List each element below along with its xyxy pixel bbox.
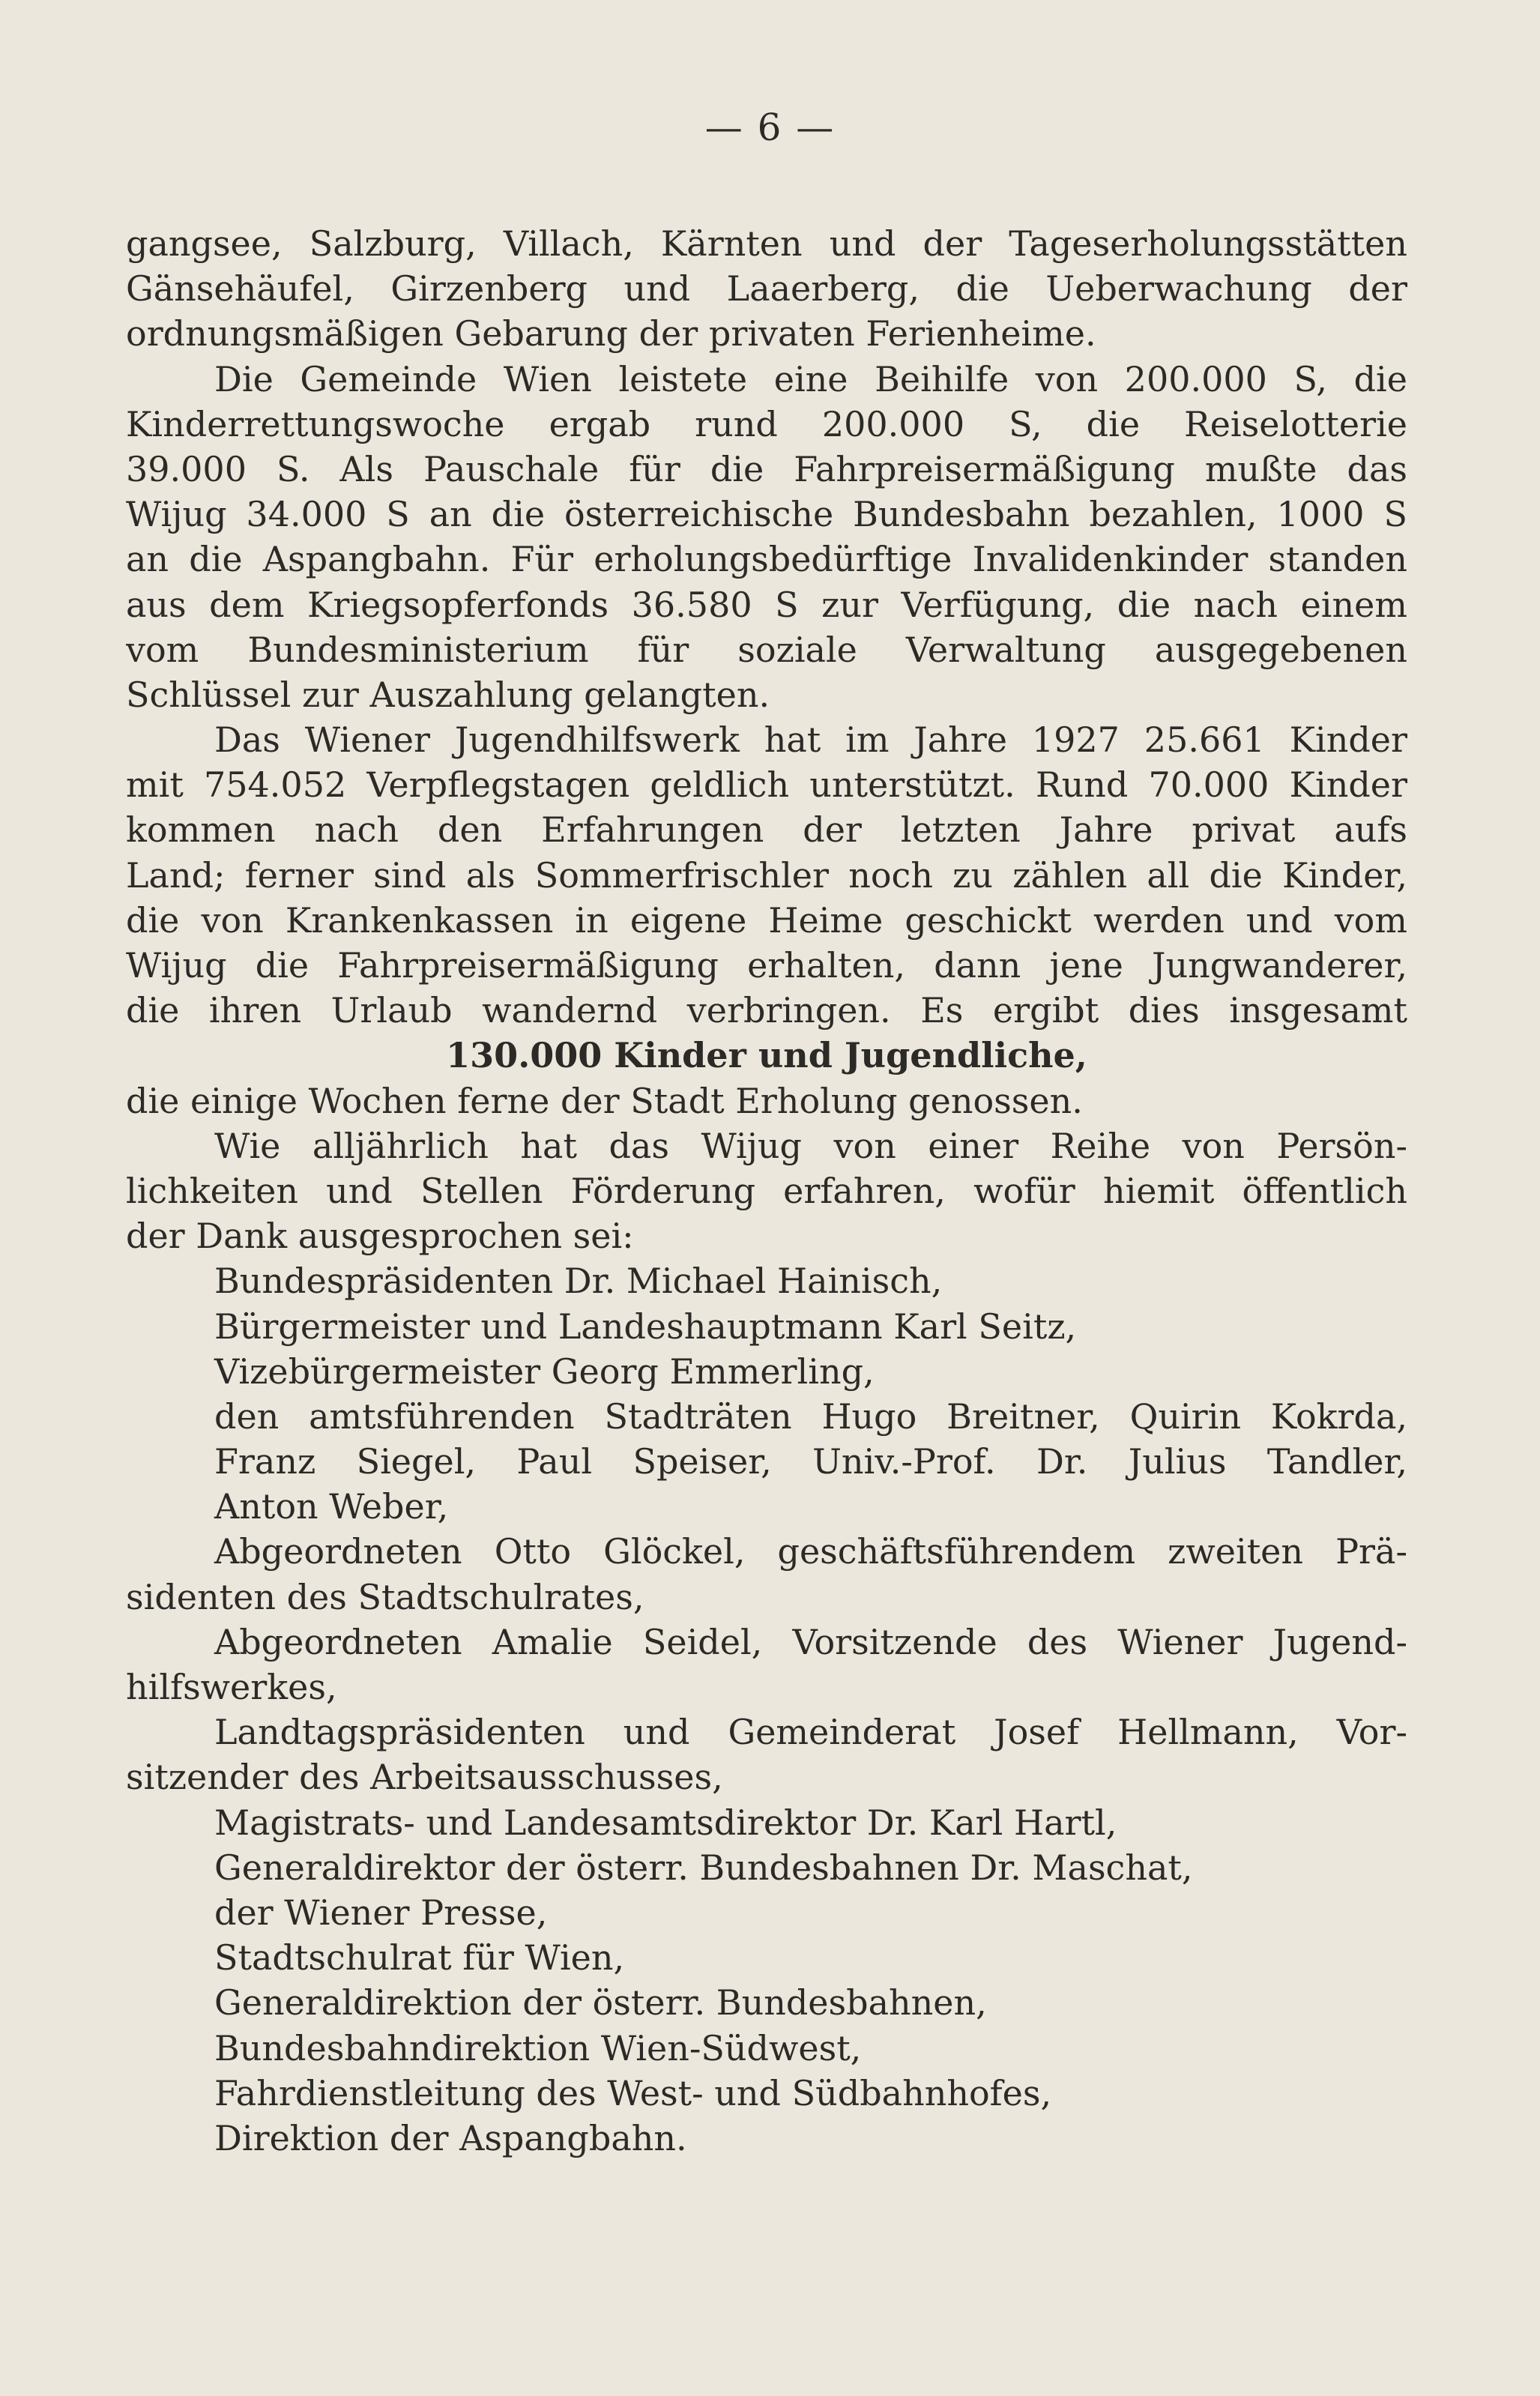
text-line: kommen nach den Erfahrungen der letzten Jahre privat aufs xyxy=(126,809,1407,851)
text-line: Anton Weber, xyxy=(214,1486,449,1527)
text-line: sitzender des Arbeitsausschusses, xyxy=(126,1757,723,1798)
text-line: Das Wiener Jugendhilfswerk hat im Jahre 1927 25.661 Kinder xyxy=(214,719,1407,761)
text-line: Die Gemeinde Wien leistete eine Beihilfe von 200.000 S, die xyxy=(214,358,1407,399)
text-line: sidenten des Stadtschulrates, xyxy=(126,1576,644,1617)
text-line: der Wiener Presse, xyxy=(214,1892,548,1933)
text-line: Abgeordneten Otto Glöckel, geschäftsführendem zweiten Prä- xyxy=(214,1531,1407,1572)
text-line: die ihren Urlaub wandernd verbringen. Es ergibt dies insgesamt xyxy=(126,990,1407,1031)
text-line: Wie alljährlich hat das Wijug von einer Reihe von Persön- xyxy=(214,1125,1407,1166)
text-line: Magistrats- und Landesamtsdirektor Dr. Karl Hartl, xyxy=(214,1802,1117,1843)
text-line: an die Aspangbahn. Für erholungsbedürftige Invalidenkinder standen xyxy=(126,539,1407,580)
text-line: der Dank ausgesprochen sei: xyxy=(126,1216,634,1257)
emphasis-line: 130.000 Kinder und Jugendliche, xyxy=(446,1035,1087,1076)
text-line: Franz Siegel, Paul Speiser, Univ.-Prof. Dr. Julius Tandler, xyxy=(214,1441,1407,1482)
text-line: ordnungsmäßigen Gebarung der privaten Ferienheime. xyxy=(126,313,1096,354)
text-line: Landtagspräsidenten und Gemeinderat Josef Hellmann, Vor- xyxy=(214,1712,1407,1753)
text-line: Schlüssel zur Auszahlung gelangten. xyxy=(126,674,770,715)
text-line: Gänsehäufel, Girzenberg und Laaerberg, die Ueberwachung der xyxy=(126,268,1407,310)
text-line: Fahrdienstleitung des West- und Südbahnhofes, xyxy=(214,2072,1052,2113)
text-line: Wijug 34.000 S an die österreichische Bundesbahn bezahlen, 1000 S xyxy=(126,494,1407,535)
text-line: die einige Wochen ferne der Stadt Erholung genossen. xyxy=(126,1080,1083,1121)
body-text xyxy=(126,221,1407,2161)
text-line: Kinderrettungswoche ergab rund 200.000 S, die Reiselotterie xyxy=(126,403,1407,444)
text-line: Land; ferner sind als Sommerfrischler noch zu zählen all die Kinder, xyxy=(126,854,1407,896)
text-line: gangsee, Salzburg, Villach, Kärnten und der Tageserholungsstätten xyxy=(126,223,1407,264)
text-line: Generaldirektor der österr. Bundesbahnen Dr. Maschat, xyxy=(214,1847,1193,1888)
text-line: den amtsführenden Stadträten Hugo Breitner, Quirin Kokrda, xyxy=(214,1395,1407,1437)
text-line: vom Bundesministerium für soziale Verwaltung ausgegebenen xyxy=(126,629,1407,670)
text-line: Vizebürgermeister Georg Emmerling, xyxy=(214,1351,875,1392)
text-line: 39.000 S. Als Pauschale für die Fahrpreisermäßigung mußte das xyxy=(126,448,1407,489)
text-line: lichkeiten und Stellen Förderung erfahren, wofür hiemit öffentlich xyxy=(126,1170,1407,1211)
text-line: Stadtschulrat für Wien, xyxy=(214,1937,625,1979)
text-line: Direktion der Aspangbahn. xyxy=(214,2117,687,2158)
text-line: mit 754.052 Verpflegstagen geldlich unterstützt. Rund 70.000 Kinder xyxy=(126,764,1407,806)
text-line: die von Krankenkassen in eigene Heime geschickt werden und vom xyxy=(126,899,1407,941)
text-line: Bundespräsidenten Dr. Michael Hainisch, xyxy=(214,1261,943,1302)
text-line: Bürgermeister und Landeshauptmann Karl Seitz, xyxy=(214,1306,1077,1347)
text-line: hilfswerkes, xyxy=(126,1667,337,1707)
page-number: — 6 — xyxy=(704,106,836,149)
text-line: Bundesbahndirektion Wien-Südwest, xyxy=(214,2027,862,2068)
text-line: Abgeordneten Amalie Seidel, Vorsitzende des Wiener Jugend- xyxy=(214,1621,1407,1662)
text-line: aus dem Kriegsopferfonds 36.580 S zur Verfügung, die nach einem xyxy=(126,584,1407,625)
text-line: Generaldirektion der österr. Bundesbahnen, xyxy=(214,1982,987,2024)
text-line: Wijug die Fahrpreisermäßigung erhalten, dann jene Jungwanderer, xyxy=(126,945,1407,986)
